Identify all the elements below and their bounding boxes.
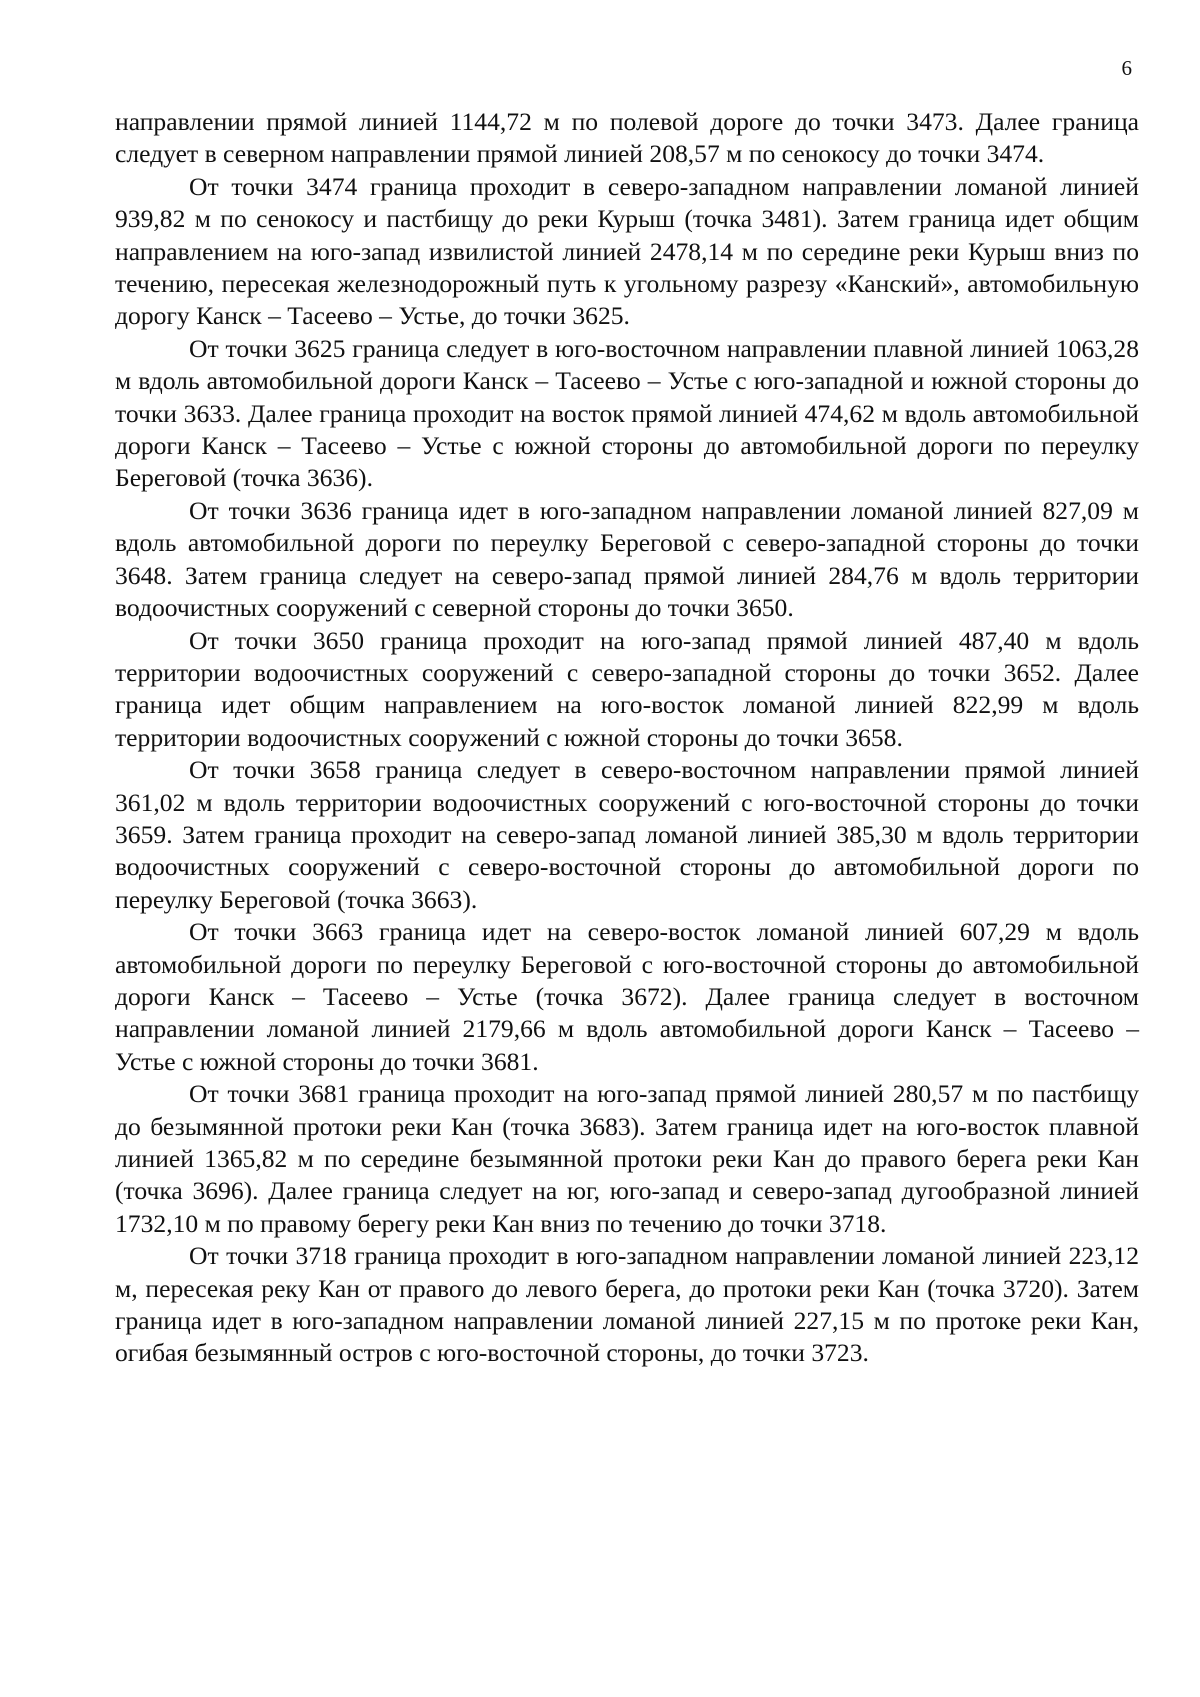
paragraph: От точки 3636 граница идет в юго-западном направлении ломаной линией 827,09 м вдоль автомобильной дороги по переулку Береговой с северо-западной стороны до точки 3648. Затем граница следует на северо-запад прямой линией 284,76 м вдоль территории водоочистных сооружений с северной стороны до точки 3650. bbox=[115, 495, 1139, 623]
paragraph: От точки 3718 граница проходит в юго-западном направлении ломаной линией 223,12 м, пересекая реку Кан от правого до левого берега, до протоки реки Кан (точка 3720). Затем граница идет в юго-западном направлении ломаной линией 227,15 м по протоке реки Кан, огибая безымянный остров с юго-восточной стороны, до точки 3723. bbox=[115, 1241, 1139, 1368]
paragraph-continuation: направлении прямой линией 1144,72 м по полевой дороге до точки 3473. Далее граница следует в северном направлении прямой линией 208,57 м по сенокосу до точки 3474. bbox=[115, 107, 1139, 169]
document-body bbox=[115, 106, 1139, 1370]
paragraph: От точки 3474 граница проходит в северо-западном направлении ломаной линией 939,82 м по сенокосу и пастбищу до реки Курыш (точка 3481). Затем граница идет общим направлением на юго-запад извилистой линией 2478,14 м по середине реки Курыш вниз по течению, пересекая железнодорожный путь к угольному разрезу «Канский», автомобильную дорогу Канск – Тасеево – Устье, до точки 3625. bbox=[115, 171, 1139, 331]
paragraph: От точки 3650 граница проходит на юго-запад прямой линией 487,40 м вдоль территории водоочистных сооружений с северо-западной стороны до точки 3652. Далее граница идет общим направлением на юго-восток ломаной линией 822,99 м вдоль территории водоочистных сооружений с южной стороны до точки 3658. bbox=[115, 625, 1139, 752]
paragraph: От точки 3625 граница следует в юго-восточном направлении плавной линией 1063,28 м вдоль автомобильной дороги Канск – Тасеево – Устье с юго-западной и южной стороны до точки 3633. Далее граница проходит на восток прямой линией 474,62 м вдоль автомобильной дороги Канск – Тасеево – Устье с южной стороны до автомобильной дороги по переулку Береговой (точка 3636). bbox=[115, 333, 1139, 493]
page-number: 6 bbox=[1121, 56, 1132, 80]
paragraph: От точки 3681 граница проходит на юго-запад прямой линией 280,57 м по пастбищу до безымянной протоки реки Кан (точка 3683). Затем граница идет на юго-восток плавной линией 1365,82 м по середине безымянной протоки реки Кан до правого берега реки Кан (точка 3696). Далее граница следует на юг, юго-запад и северо-запад дугообразной линией 1732,10 м по правому берегу реки Кан вниз по течению до точки 3718. bbox=[115, 1079, 1139, 1238]
paragraph: От точки 3663 граница идет на северо-восток ломаной линией 607,29 м вдоль автомобильной дороги по переулку Береговой с юго-восточной стороны до автомобильной дороги Канск – Тасеево – Устье (точка 3672). Далее граница следует в восточном направлении ломаной линией 2179,66 м вдоль автомобильной дороги Канск – Тасеево – Устье с южной стороны до точки 3681. bbox=[115, 917, 1139, 1076]
paragraph: От точки 3658 граница следует в северо-восточном направлении прямой линией 361,02 м вдоль территории водоочистных сооружений с юго-восточной стороны до точки 3659. Затем граница проходит на северо-запад ломаной линией 385,30 м вдоль территории водоочистных сооружений с северо-восточной стороны до автомобильной дороги по переулку Береговой (точка 3663). bbox=[115, 755, 1139, 914]
